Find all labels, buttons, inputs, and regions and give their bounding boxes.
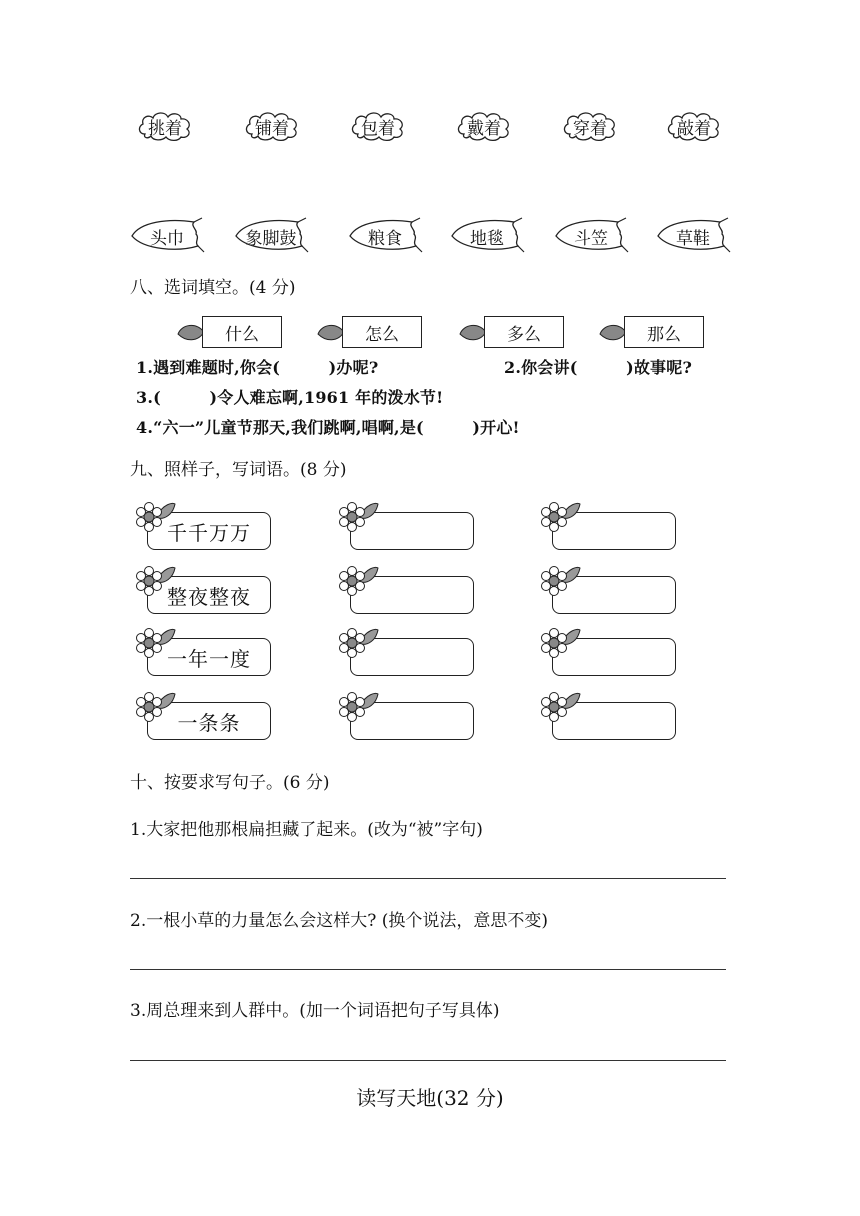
answer-word-card xyxy=(336,566,478,614)
example-word-card xyxy=(133,566,275,614)
flower-icon xyxy=(133,692,177,728)
leaf-word xyxy=(128,216,206,256)
answer-word-card xyxy=(538,502,680,550)
flower-icon xyxy=(336,566,380,602)
answer-line-1[interactable] xyxy=(130,878,726,879)
cloud-word xyxy=(348,108,408,144)
cloud-word xyxy=(454,108,514,144)
leaf-word xyxy=(654,216,732,256)
answer-word-card xyxy=(538,566,680,614)
cloud-word-label: 挑着 xyxy=(148,118,182,139)
section-heading-reading-writing: 读写天地(32 分) xyxy=(356,1086,504,1110)
answer-word-card xyxy=(336,502,478,550)
flower-icon xyxy=(538,692,582,728)
cloud-word-label: 包着 xyxy=(361,118,395,139)
cloud-word-label: 敲着 xyxy=(677,118,711,139)
example-word-card xyxy=(133,628,275,676)
leaf-word-label: 头巾 xyxy=(150,228,184,249)
flower-icon xyxy=(538,628,582,664)
leaf-word xyxy=(448,216,526,256)
section-8-title: 八、选词填空。(4 分) xyxy=(130,278,296,298)
leaf-word-label: 粮食 xyxy=(368,228,402,249)
cloud-word xyxy=(242,108,302,144)
flower-icon xyxy=(133,628,177,664)
answer-word-card xyxy=(538,628,680,676)
section-9-title: 九、照样子，写词语。(8 分) xyxy=(130,460,347,480)
fill-sentence-2: 2.你会讲( )故事呢? xyxy=(504,358,693,377)
example-word-card xyxy=(133,692,275,740)
fill-sentence-3: 3.( )令人难忘啊,1961 年的泼水节! xyxy=(136,388,444,407)
leaf-word xyxy=(552,216,630,256)
cloud-word xyxy=(664,108,724,144)
answer-word-card xyxy=(336,628,478,676)
cloud-word-label: 铺着 xyxy=(255,118,289,139)
flower-icon xyxy=(133,502,177,538)
question-1: 1.大家把他那根扁担藏了起来。(改为“被”字句) xyxy=(130,820,483,840)
answer-line-2[interactable] xyxy=(130,969,726,970)
section-10-title: 十、按要求写句子。(6 分) xyxy=(130,773,330,793)
choice-word-label: 什么 xyxy=(202,316,282,348)
fill-sentence-1: 1.遇到难题时,你会( )办呢? xyxy=(136,358,379,377)
flower-icon xyxy=(538,566,582,602)
flower-icon xyxy=(336,502,380,538)
answer-line-3[interactable] xyxy=(130,1060,726,1061)
flower-icon xyxy=(336,692,380,728)
cloud-word-label: 戴着 xyxy=(467,118,501,139)
example-word: 整夜整夜 xyxy=(147,576,271,614)
leaf-word-label: 象脚鼓 xyxy=(245,228,297,249)
leaf-word-label: 斗笠 xyxy=(574,228,608,249)
fill-sentence-4: 4.“六一”儿童节那天,我们跳啊,唱啊,是( )开心! xyxy=(136,418,520,437)
question-2: 2.一根小草的力量怎么会这样大? (换个说法，意思不变) xyxy=(130,911,549,931)
flower-icon xyxy=(538,502,582,538)
cloud-word-label: 穿着 xyxy=(573,118,607,139)
leaf-word xyxy=(232,216,310,256)
leaf-word-label: 地毯 xyxy=(470,228,504,249)
cloud-word xyxy=(135,108,195,144)
question-3: 3.周总理来到人群中。(加一个词语把句子写具体) xyxy=(130,1001,500,1021)
answer-word-card xyxy=(538,692,680,740)
choice-word-label: 多么 xyxy=(484,316,564,348)
answer-word-card xyxy=(336,692,478,740)
flower-icon xyxy=(133,566,177,602)
example-word-card xyxy=(133,502,275,550)
flower-icon xyxy=(336,628,380,664)
leaf-word-label: 草鞋 xyxy=(676,228,710,249)
cloud-word xyxy=(560,108,620,144)
choice-word-label: 那么 xyxy=(624,316,704,348)
example-word: 一年一度 xyxy=(147,638,271,676)
leaf-word xyxy=(346,216,424,256)
example-word: 一条条 xyxy=(147,702,271,740)
example-word: 千千万万 xyxy=(147,512,271,550)
choice-word-label: 怎么 xyxy=(342,316,422,348)
